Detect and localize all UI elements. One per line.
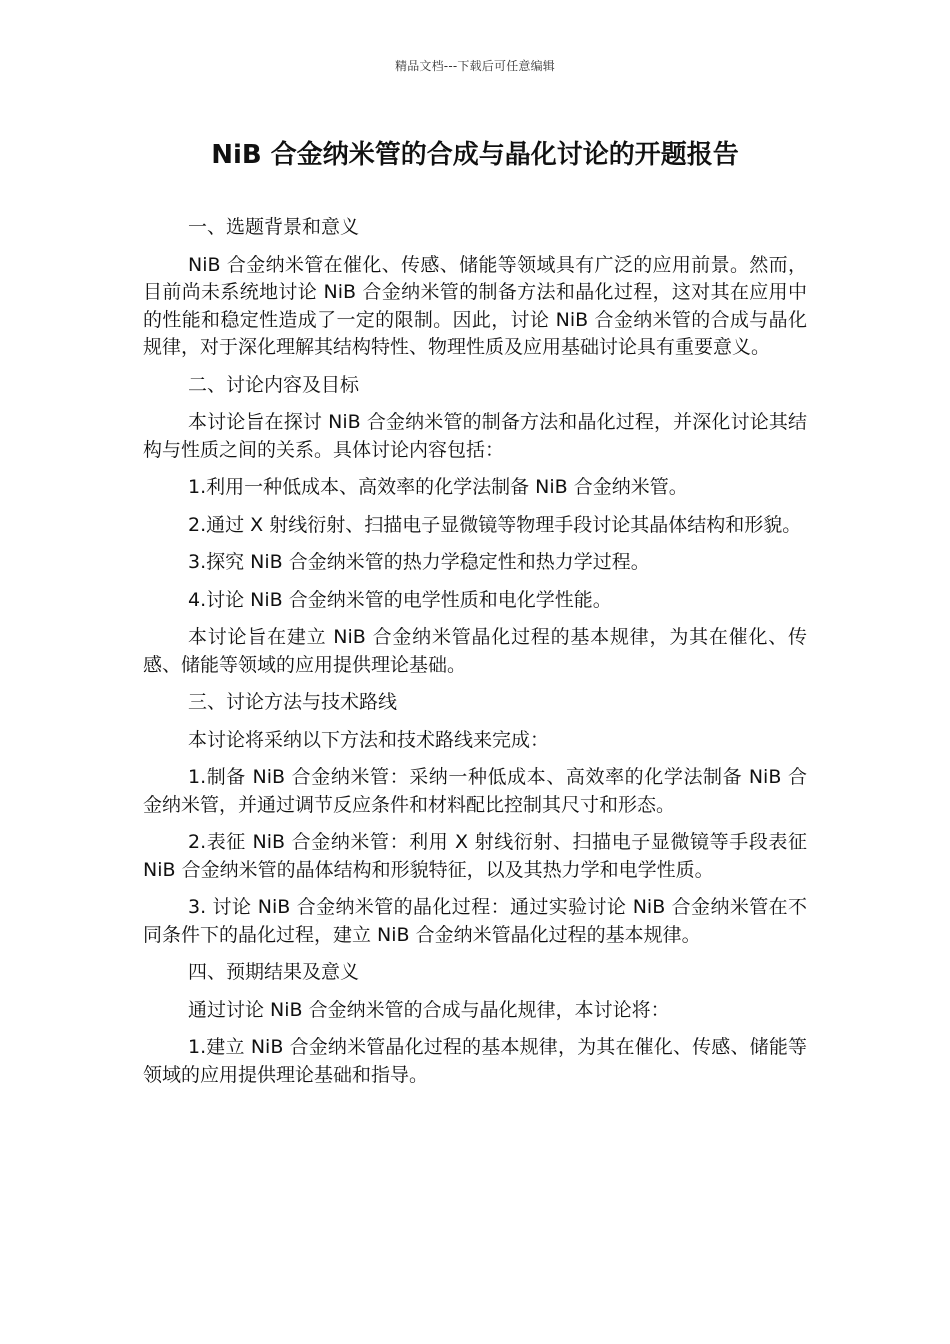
list-item-content-2: 2.通过 X 射线衍射、扫描电子显微镜等物理手段讨论其晶体结构和形貌。 <box>188 513 802 536</box>
section-heading-methods: 三、讨论方法与技术路线 <box>188 691 398 713</box>
paragraph-results-intro: 通过讨论 NiB 合金纳米管的合成与晶化规律，本讨论将： <box>188 998 670 1021</box>
header-note: 精品文档---下载后可任意编辑 <box>395 59 555 73</box>
section-heading-expected-results: 四、预期结果及意义 <box>188 961 360 983</box>
section-heading-background: 一、选题背景和意义 <box>188 216 360 238</box>
paragraph-methods-intro: 本讨论将采纳以下方法和技术路线来完成： <box>188 728 550 751</box>
list-item-method-1: 1.制备 NiB 合金纳米管：采纳一种低成本、高效率的化学法制备 NiB 合金纳米管，并通过调节反应条件和材料配比控制其尺寸和形态。 <box>143 766 807 816</box>
paragraph-content-intro: 本讨论旨在探讨 NiB 合金纳米管的制备方法和晶化过程，并深化讨论其结构与性质之间的关系。具体讨论内容包括： <box>143 411 807 461</box>
list-item-result-1: 1.建立 NiB 合金纳米管晶化过程的基本规律，为其在催化、传感、储能等领域的应用提供理论基础和指导。 <box>143 1036 807 1086</box>
paragraph-content-goal: 本讨论旨在建立 NiB 合金纳米管晶化过程的基本规律，为其在催化、传感、储能等领域的应用提供理论基础。 <box>143 626 807 676</box>
section-heading-content-goals: 二、讨论内容及目标 <box>188 373 360 396</box>
list-item-content-3: 3.探究 NiB 合金纳米管的热力学稳定性和热力学过程。 <box>188 551 650 573</box>
list-item-content-1: 1.利用一种低成本、高效率的化学法制备 NiB 合金纳米管。 <box>188 476 688 498</box>
list-item-method-2: 2.表征 NiB 合金纳米管：利用 X 射线衍射、扫描电子显微镜等手段表征 NiB 合金纳米管的晶体结构和形貌特征，以及其热力学和电学性质。 <box>143 831 807 881</box>
list-item-method-3: 3. 讨论 NiB 合金纳米管的晶化过程：通过实验讨论 NiB 合金纳米管在不同条件下的晶化过程，建立 NiB 合金纳米管晶化过程的基本规律。 <box>143 896 807 946</box>
document-title: NiB 合金纳米管的合成与晶化讨论的开题报告 <box>211 140 739 170</box>
document-body <box>143 214 807 1099</box>
list-item-content-4: 4.讨论 NiB 合金纳米管的电学性质和电化学性能。 <box>188 588 612 611</box>
paragraph-background: NiB 合金纳米管在催化、传感、储能等领域具有广泛的应用前景。然而，目前尚未系统地讨论 NiB 合金纳米管的制备方法和晶化过程，这对其在应用中的性能和稳定性造成了一定的限制。因此，讨论 NiB 合金纳米管的合成与晶化规律，对于深化理解其结构特性、物理性质及应用基础讨论具有重要意义。 <box>143 253 807 358</box>
